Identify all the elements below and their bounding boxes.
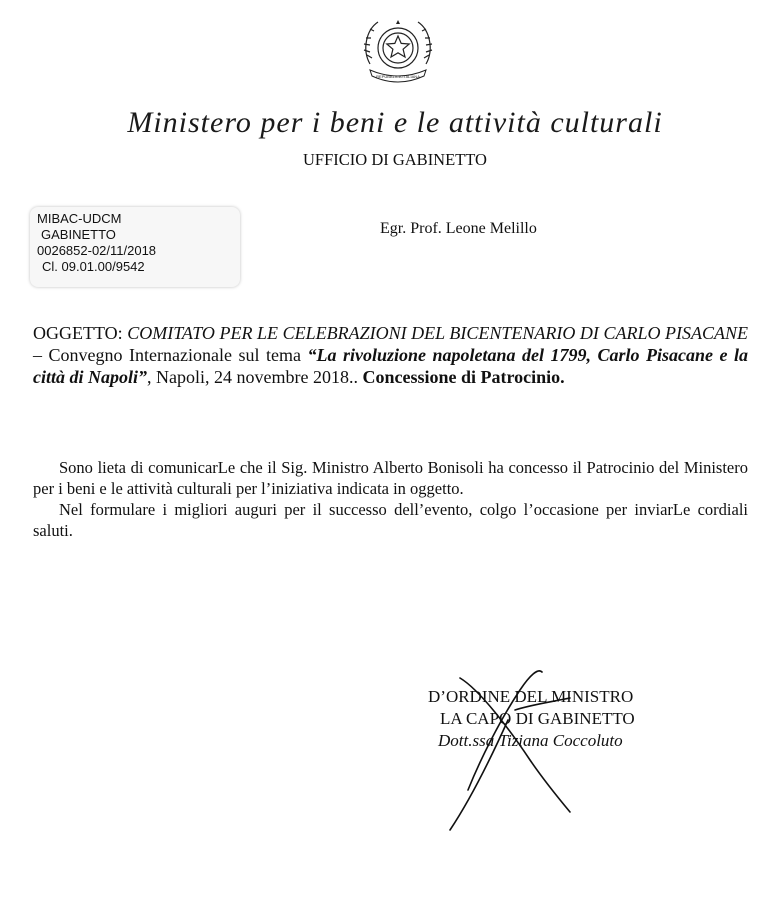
subject-title: “La rivoluzione napoletana del 1799, Carlo Pisacane e la città di Napoli” xyxy=(33,345,749,387)
stamp-line: 0026852-02/11/2018 xyxy=(37,243,157,258)
italian-republic-emblem-icon xyxy=(358,12,438,92)
stamp-line: Cl. 09.01.00/9542 xyxy=(42,259,145,274)
subject-place-date: , Napoli, 24 novembre 2018.. xyxy=(147,367,358,387)
svg-text:REPUBBLICA ITALIANA: REPUBBLICA ITALIANA xyxy=(376,74,420,79)
office-name: UFFICIO DI GABINETTO xyxy=(303,150,487,169)
body-paragraph: Sono lieta di comunicarLe che il Sig. Ministro Alberto Bonisoli ha concesso il Patrocinio del Ministero per i beni e le attività culturali per l’iniziativa indicata in oggetto. xyxy=(33,458,748,498)
letter-body xyxy=(33,457,748,541)
body-paragraph: Nel formulare i migliori auguri per il successo dell’evento, colgo l’occasione per inviarLe cordiali saluti. xyxy=(33,500,748,540)
subject-concession: Concessione di Patrocinio. xyxy=(362,367,565,387)
ministry-name: Ministero per i beni e le attività culturali xyxy=(127,106,663,139)
subject-intro: – Convegno Internazionale sul tema xyxy=(33,345,301,365)
signature-line: D’ORDINE DEL MINISTRO xyxy=(428,687,634,706)
subject-committee: COMITATO PER LE CELEBRAZIONI DEL BICENTENARIO DI CARLO PISACANE xyxy=(127,323,749,343)
recipient: Egr. Prof. Leone Melillo xyxy=(380,220,537,237)
stamp-line: MIBAC-UDCM xyxy=(37,211,122,226)
signatory-name: Dott.ssa Tiziana Coccoluto xyxy=(438,731,623,750)
stamp-line: GABINETTO xyxy=(41,227,116,242)
signature-block xyxy=(420,686,680,752)
subject xyxy=(33,322,748,388)
signature-line: LA CAPO DI GABINETTO xyxy=(440,709,635,728)
subject-label: OGGETTO: xyxy=(33,323,123,343)
protocol-stamp xyxy=(30,207,240,287)
